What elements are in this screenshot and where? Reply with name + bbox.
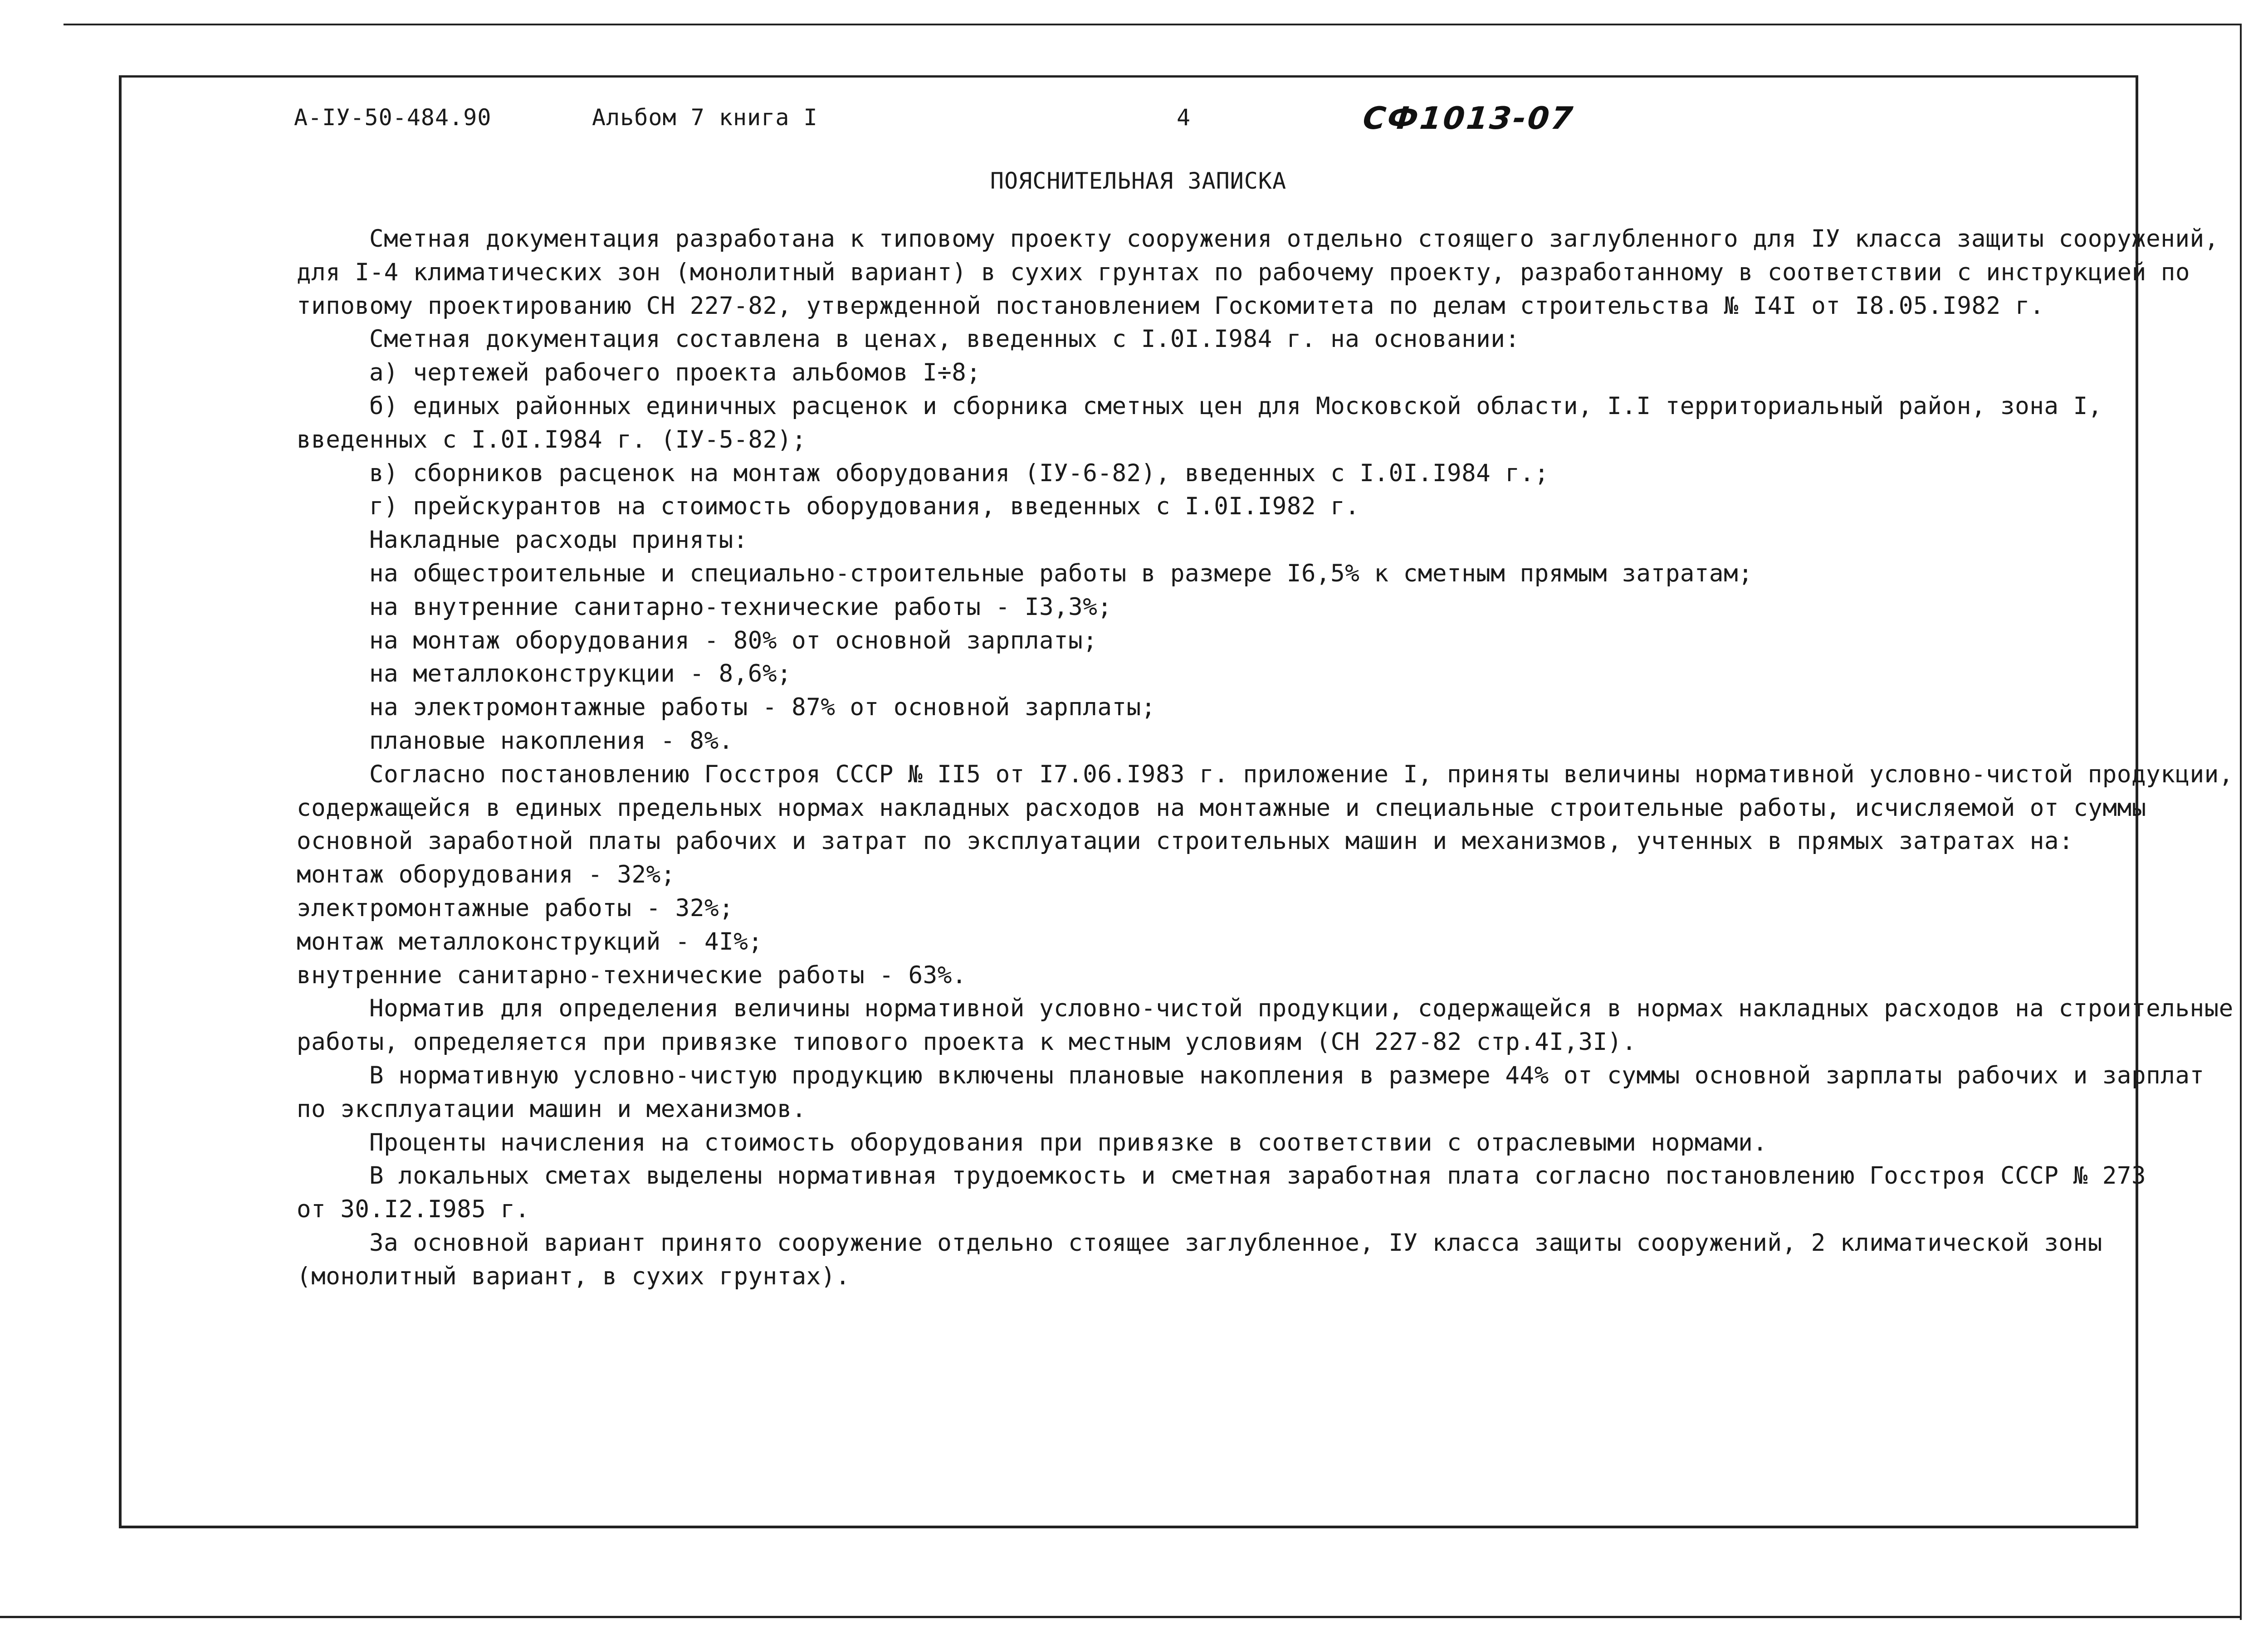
text-line: Проценты начисления на стоимость оборудования при привязке в соответствии с отраслевыми нормами.: [369, 1128, 1768, 1156]
text-line: типовому проектированию СН 227-82, утвержденной постановлением Госкомитета по делам строительства № I4I от I8.05.I982 г.: [297, 292, 2044, 320]
page-number: 4: [1177, 104, 1191, 131]
text-line: (монолитный вариант, в сухих грунтах).: [297, 1262, 850, 1290]
text-line: в) сборников расценок на монтаж оборудования (IУ-6-82), введенных с I.0I.I984 г.;: [369, 459, 1549, 487]
text-line: г) прейскурантов на стоимость оборудования, введенных с I.0I.I982 г.: [369, 493, 1360, 521]
text-line: на электромонтажные работы - 87% от основной зарплаты;: [369, 693, 1156, 722]
text-line: от 30.I2.I985 г.: [297, 1195, 530, 1224]
text-line: электромонтажные работы - 32%;: [297, 894, 734, 922]
text-line: Сметная документация разработана к типовому проекту сооружения отдельно стоящего заглубленного для IУ класса защиты сооружений,: [369, 225, 2219, 253]
text-line: на монтаж оборудования - 80% от основной зарплаты;: [369, 626, 1098, 654]
text-line: Согласно постановлению Госстроя СССР № II5 от I7.06.I983 г. приложение I, приняты величины нормативной условно-чистой продукции,: [369, 760, 2234, 788]
album-label: Альбом 7 книга I: [592, 104, 818, 131]
top-border-line: [64, 24, 2241, 25]
text-line: Накладные расходы приняты:: [369, 526, 748, 554]
text-line: внутренние санитарно-технические работы - 63%.: [297, 961, 967, 989]
text-line: монтаж металлоконструкций - 4I%;: [297, 927, 763, 956]
text-line: а) чертежей рабочего проекта альбомов I÷8;: [369, 359, 981, 387]
document-title: ПОЯСНИТЕЛЬНАЯ ЗАПИСКА: [990, 168, 1287, 194]
text-line: Сметная документация составлена в ценах, введенных с I.0I.I984 г. на основании:: [369, 325, 1520, 353]
explanatory-note-body: [297, 222, 2234, 1293]
document-code: А-IУ-50-484.90: [294, 104, 492, 131]
text-line: работы, определяется при привязке типового проекта к местным условиям (СН 227-82 стр.4I,3I).: [297, 1028, 1637, 1056]
text-line: В нормативную условно-чистую продукцию включены плановые накопления в размере 44% от суммы основной зарплаты рабочих и зарплат: [369, 1061, 2204, 1089]
bottom-border-line: [0, 1616, 2241, 1618]
text-line: За основной вариант принято сооружение отдельно стоящее заглубленное, IУ класса защиты сооружений, 2 климатической зоны: [369, 1229, 2102, 1257]
text-line: на металлоконструкции - 8,6%;: [369, 660, 792, 688]
text-line: б) единых районных единичных расценок и сборника сметных цен для Московской области, I.I территориальный район, зона I,: [369, 392, 2102, 420]
text-line: Норматив для определения величины нормативной условно-чистой продукции, содержащейся в нормах накладных расходов на строительные: [369, 995, 2234, 1023]
handwritten-stamp: СФ1013-07: [1361, 101, 1576, 137]
text-line: на общестроительные и специально-строительные работы в размере I6,5% к сметным прямым затратам;: [369, 559, 1753, 587]
text-line: плановые накопления - 8%.: [369, 727, 733, 755]
text-line: введенных с I.0I.I984 г. (IУ-5-82);: [297, 425, 807, 454]
text-line: на внутренние санитарно-технические работы - I3,3%;: [369, 593, 1112, 621]
right-border-line: [2240, 24, 2242, 1620]
text-line: В локальных сметах выделены нормативная трудоемкость и сметная заработная плата согласно постановлению Госстроя СССР № 273: [369, 1162, 2146, 1190]
text-line: основной заработной платы рабочих и затрат по эксплуатации строительных машин и механизмов, учтенных в прямых затратах на:: [297, 827, 2074, 855]
text-line: монтаж оборудования - 32%;: [297, 861, 675, 889]
text-line: для I-4 климатических зон (монолитный вариант) в сухих грунтах по рабочему проекту, разработанному в соответствии с инструкцией по: [297, 258, 2190, 286]
text-line: по эксплуатации машин и механизмов.: [297, 1095, 807, 1123]
text-line: содержащейся в единых предельных нормах накладных расходов на монтажные и специальные строительные работы, исчисляемой от суммы: [297, 794, 2146, 822]
